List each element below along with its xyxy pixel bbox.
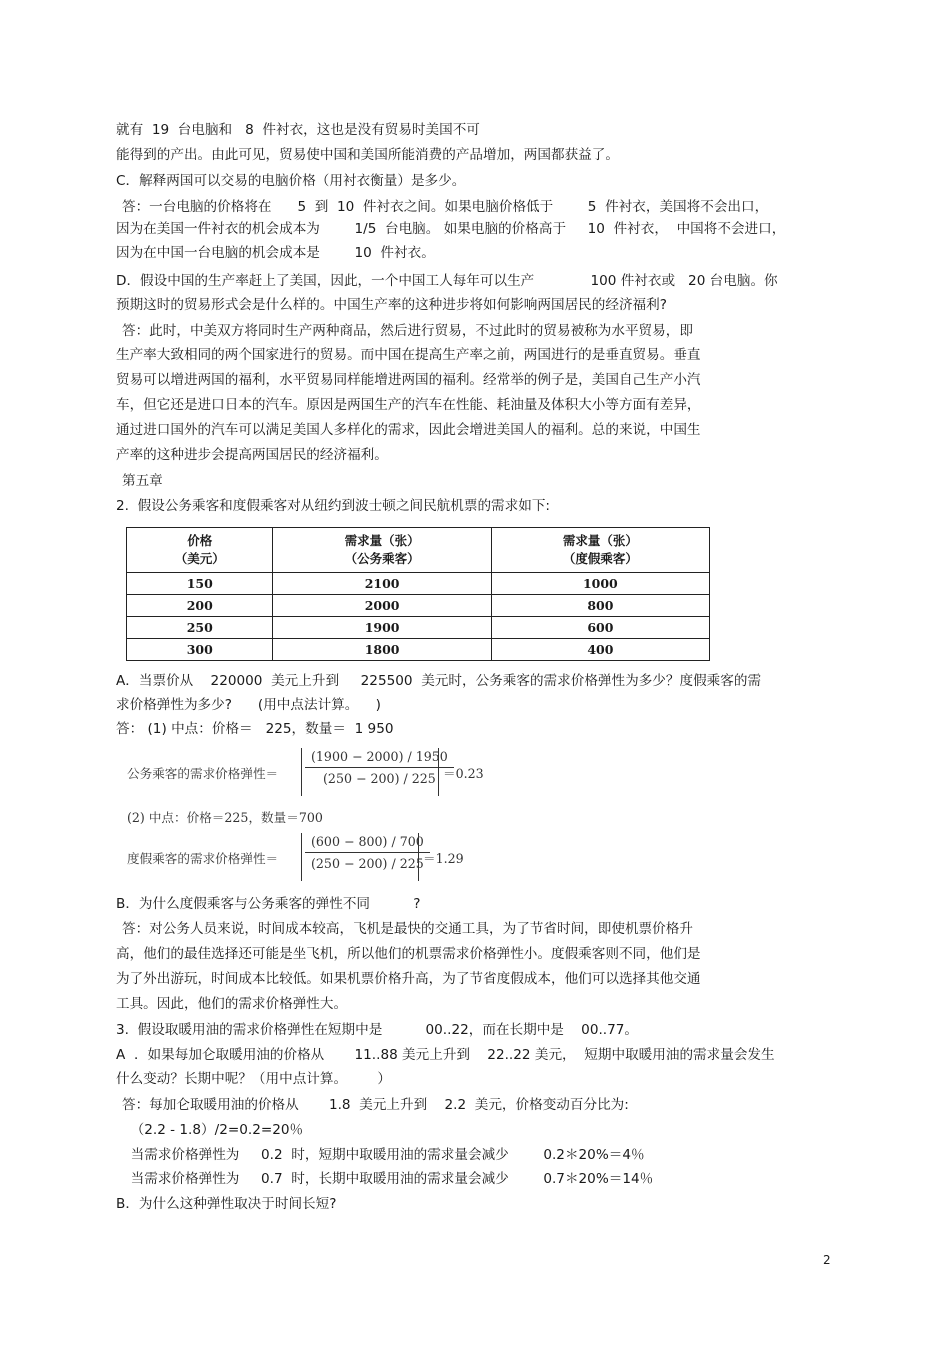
text-line: 就有 19 台电脑和 8 件衬衣，这也是没有贸易时美国不可 [116,122,480,138]
table-header-row [127,528,710,573]
text-line: 答：一台电脑的价格将在 5 到 10 件衬衣之间。如果电脑价格低于 5 件衬衣，美国将不会出口， [122,199,769,215]
text-line: 2. 假设公务乘客和度假乘客对从纽约到波士顿之间民航机票的需求如下: [116,498,551,514]
text-line: 当需求价格弹性为 0.7 时，长期中取暖用油的需求量会减少 0.7＊20%＝14％ [122,1171,654,1187]
page-number: 2 [823,1253,831,1267]
text-line: 第五章 [122,473,163,489]
formula2-numerator: (600 − 800) / 700 [305,834,430,853]
text-line: B．为什么这种弹性取决于时间长短? [116,1196,337,1212]
formula1-fraction [305,749,454,786]
formula2-denominator: (250 − 200) / 225 [311,856,424,871]
abs-bar-right [418,833,419,881]
formula1-numerator: (1900 − 2000) / 1950 [305,749,454,768]
text-line: 3. 假设取暖用油的需求价格弹性在短期中是 00..22，而在长期中是 00..77。 [116,1022,639,1038]
text-line: 工具。因此，他们的需求价格弹性大。 [116,996,348,1012]
text-line: 预期这时的贸易形式会是什么样的。中国生产率的这种进步将如何影响两国居民的经济福利? [116,297,667,313]
text-line: 什么变动？长期中呢？（用中点计算。 ） [116,1071,391,1087]
formula1-result: ＝0.23 [443,766,484,781]
formula2-label: 度假乘客的需求价格弹性＝ [127,851,279,866]
text-line: B．为什么度假乘客与公务乘客的弹性不同 ? [116,896,421,912]
text-line: 答： (1) 中点：价格＝ 225，数量＝ 1 950 [116,721,394,737]
text-line: C．解释两国可以交易的电脑价格（用衬衣衡量）是多少。 [116,173,466,189]
table-row: 250 1900 600 [127,617,710,639]
table-row: 150 2100 1000 [127,573,710,595]
text-line: 因为在中国一台电脑的机会成本是 10 件衬衣。 [116,245,435,261]
text-line: 答：每加仑取暖用油的价格从 1.8 美元上升到 2.2 美元，价格变动百分比为: [122,1097,629,1113]
formula2-result: ＝1.29 [423,851,464,866]
text-line: 答：此时，中美双方将同时生产两种商品，然后进行贸易，不过此时的贸易被称为水平贸易，即 [122,323,693,339]
text-line: 因为在美国一件衬衣的机会成本为 1/5 台电脑。 如果电脑的价格高于 10 件衬衣， 中国将不会进口， [116,221,786,237]
demand-table [126,527,710,661]
text-line: 答：对公务人员来说，时间成本较高，飞机是最快的交通工具，为了节省时间，即使机票价格升 [122,921,693,937]
text-line: 当需求价格弹性为 0.2 时，短期中取暖用油的需求量会减少 0.2＊20%＝4％ [122,1147,645,1163]
text-line: 生产率大致相同的两个国家进行的贸易。而中国在提高生产率之前，两国进行的是垂直贸易。垂直 [116,347,701,363]
text-line: （2.2 - 1.8）/2=0.2=20％ [122,1122,304,1138]
text-line: A ．如果每加仑取暖用油的价格从 11..88 美元上升到 22..22 美元， 短期中取暖用油的需求量会发生 [116,1047,775,1063]
table-row: 200 2000 800 [127,595,710,617]
table-row: 300 1800 400 [127,639,710,661]
abs-bar-left [301,833,302,881]
abs-bar-left [301,748,302,796]
text-line: 求价格弹性为多少? (用中点法计算。 ) [116,697,381,713]
text-line: 能得到的产出。由此可见，贸易使中国和美国所能消费的产品增加，两国都获益了。 [116,147,619,163]
formula1-denominator: (250 − 200) / 225 [323,771,436,786]
abs-bar-right [438,748,439,796]
text-line: 为了外出游玩，时间成本比较低。如果机票价格升高，为了节省度假成本，他们可以选择其他交通 [116,971,701,987]
formula-midpoint-2: (2) 中点：价格＝225，数量＝700 [127,810,323,825]
text-line: 产率的这种进步会提高两国居民的经济福利。 [116,447,388,463]
text-line: 车，但它还是进口日本的汽车。原因是两国生产的汽车在性能、耗油量及体积大小等方面有差异， [116,397,701,413]
formula1-label: 公务乘客的需求价格弹性＝ [127,766,279,781]
table-header-price: 价格 （美元） [127,528,273,573]
text-line: A．当票价从 220000 美元上升到 225500 美元时，公务乘客的需求价格弹性为多少？度假乘客的需 [116,673,762,689]
text-line: D．假设中国的生产率赶上了美国，因此，一个中国工人每年可以生产 100 件衬衣或 20 台电脑。你 [116,273,778,289]
text-line: 高，他们的最佳选择还可能是坐飞机，所以他们的机票需求价格弹性小。度假乘客则不同，他们是 [116,946,701,962]
text-line: 贸易可以增进两国的福利，水平贸易同样能增进两国的福利。经常举的例子是，美国自己生产小汽 [116,372,701,388]
table-header-vacation: 需求量（张） （度假乘客） [491,528,709,573]
table-header-business: 需求量（张） （公务乘客） [273,528,491,573]
text-line: 通过进口国外的汽车可以满足美国人多样化的需求，因此会增进美国人的福利。总的来说，中国生 [116,422,701,438]
formula2-fraction [305,834,430,871]
